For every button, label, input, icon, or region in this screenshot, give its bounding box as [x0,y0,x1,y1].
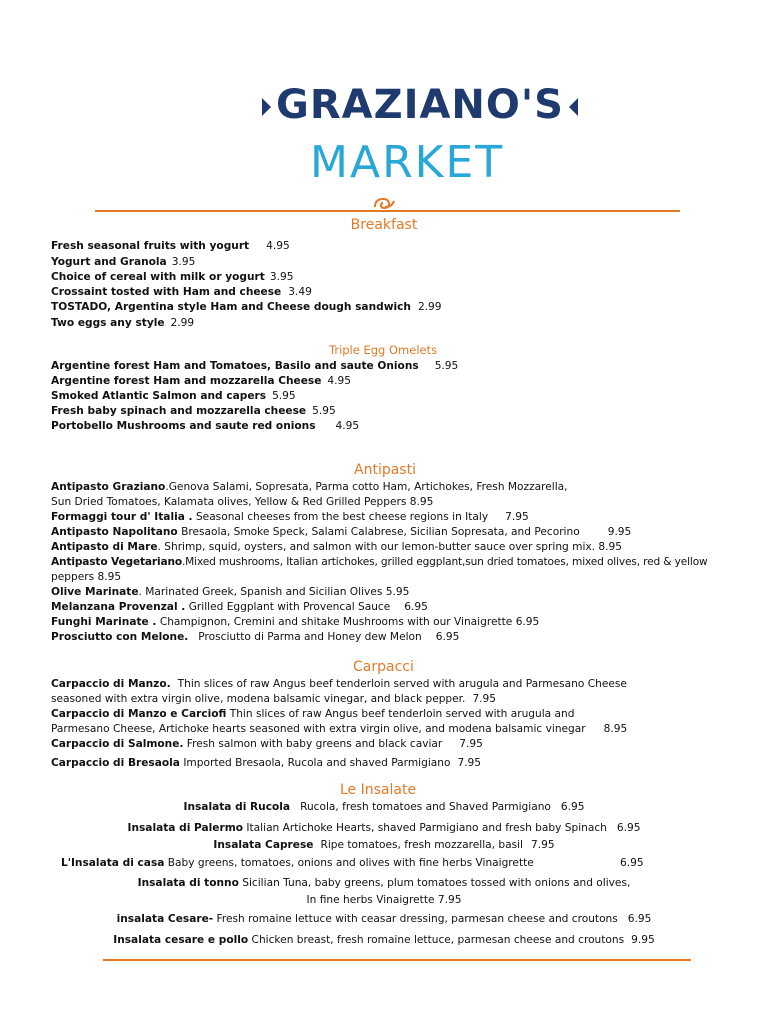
menu-item [0,876,768,891]
item-price: 9.95 [631,934,655,946]
item-name: Antipasto Vegetariano [51,556,182,568]
menu-item [51,270,293,285]
item-description: Fresh romaine lettuce with ceasar dressing, parmesan cheese and croutons [216,913,618,925]
menu-item [61,856,534,871]
menu-item [51,525,631,540]
item-description: Fresh salmon with baby greens and black caviar [186,738,443,750]
item-price: 4.95 [266,240,290,252]
menu-item-continued [51,495,433,510]
menu-item [51,756,481,771]
menu-item [51,585,409,600]
item-name: Antipasto Graziano [51,481,166,493]
menu-item [51,389,296,404]
item-description: Thin slices of raw Angus beef tenderloin served with arugula and Parmesano Cheese [177,678,627,690]
item-description: . Marinated Greek, Spanish and Sicilian Olives [138,586,383,598]
item-name: Crossaint tosted with Ham and cheese [51,286,282,298]
item-description: .Mixed mushrooms, Italian artichokes, grilled eggplant,sun dried tomatoes, mixed olives, red & yellow [181,556,708,568]
logo-right-ornament-icon [569,98,578,116]
item-price: 8.95 [603,723,628,735]
logo-line-1 [262,82,564,128]
menu-item [51,510,529,525]
menu-item [0,933,768,948]
top-divider [95,210,680,212]
item-name: Carpaccio di Manzo e Carciofi [51,708,227,720]
item-name: Insalata di Rucola [183,801,291,813]
item-name: Formaggi tour d' Italia . [51,511,193,523]
item-name: TOSTADO, Argentina style Ham and Cheese dough sandwich [51,301,411,313]
item-name: Antipasto Napolitano [51,526,178,538]
item-name: Choice of cereal with milk or yogurt [51,271,265,283]
item-description: Sun Dried Tomatoes, Kalamata olives, Yellow & Red Grilled Peppers [51,496,407,508]
item-description: In fine herbs Vinaigrette [306,894,435,906]
swirl-ornament-icon [372,195,396,211]
item-price: 4.95 [335,420,360,432]
menu-item-continued [51,692,496,707]
item-name: Smoked Atlantic Salmon and capers [51,390,267,402]
menu-item [51,600,428,615]
item-description: Thin slices of raw Angus beef tenderloin served with arugula and [229,708,575,720]
item-price: 7.95 [459,738,483,750]
item-description: Sicilian Tuna, baby greens, plum tomatoes tossed with onions and olives, [242,877,631,889]
item-price: 7.95 [530,839,555,851]
item-name: Insalata di tonno [137,877,239,889]
item-price: 7.95 [437,894,462,906]
menu-item [51,480,568,495]
section-title-antipasti: Antipasti [354,462,416,478]
item-price: 7.95 [457,757,482,769]
item-name: L'Insalata di casa [61,857,165,869]
item-price: 6.95 [616,822,641,834]
item-name: Carpaccio di Bresaola [51,757,180,769]
menu-item [51,737,483,752]
item-name: Yogurt and Granola [51,256,167,268]
item-price: 6.95 [435,631,460,643]
item-name: Antipasto di Mare [51,541,158,553]
item-name: Melanzana Provenzal . [51,601,186,613]
item-price: 5.95 [312,405,336,417]
menu-item [51,555,708,570]
item-name: Carpaccio di Salmone. [51,738,184,750]
item-name: Funghi Marinate . [51,616,157,628]
item-name: Insalata di Palermo [127,822,244,834]
menu-item [0,821,768,836]
section-title-carpacci: Carpacci [353,659,414,675]
item-description: Ripe tomatoes, fresh mozzarella, basil [320,839,523,851]
item-price: 8.95 [97,571,122,583]
item-name: Argentine forest Ham and mozzarella Cheese [51,375,322,387]
item-price: 2.99 [170,317,195,329]
bottom-divider [103,959,691,961]
item-description: Parmesano Cheese, Artichoke hearts seasoned with extra virgin olive, and modena balsamic vinegar [51,723,586,735]
item-description: Champignon, Cremini and shitake Mushrooms with our Vinaigrette [159,616,513,628]
logo-line-2: MARKET [310,137,505,188]
menu-item [51,419,359,434]
item-price: 3.95 [269,271,294,283]
item-price: 6.95 [620,857,644,869]
item-price: 8.95 [598,541,623,553]
logo-name: GRAZIANO'S [276,82,564,128]
subsection-title-omelets: Triple Egg Omelets [329,343,438,357]
menu-item [0,912,768,927]
menu-item [51,300,442,315]
item-description: seasoned with extra virgin olive, modena balsamic vinegar, and black pepper. [51,693,466,705]
menu-item [51,707,574,722]
menu-item [0,838,768,853]
item-name: Fresh baby spinach and mozzarella cheese [51,405,307,417]
section-title-breakfast: Breakfast [350,217,418,233]
item-name: Insalata Caprese [213,839,314,851]
item-price: 4.95 [327,375,351,387]
item-price: 3.95 [171,256,196,268]
item-price: 8.95 [409,496,434,508]
menu-item [51,630,459,645]
item-name: Carpaccio di Manzo. [51,678,171,690]
item-description: Chicken breast, fresh romaine lettuce, parmesan cheese and croutons [251,934,625,946]
item-description: Rucola, fresh tomatoes and Shaved Parmigiano [300,801,551,813]
item-name: Two eggs any style [51,317,165,329]
item-description: Imported Bresaola, Rucola and shaved Parmigiano [183,757,451,769]
item-price: 7.95 [472,693,497,705]
item-description: Seasonal cheeses from the best cheese regions in Italy [195,511,489,523]
item-price: 6.95 [560,801,585,813]
menu-item [51,540,622,555]
item-name: Portobello Mushrooms and saute red onions [51,420,316,432]
menu-item-continued [51,722,627,737]
item-description: Baby greens, tomatoes, onions and olives with fine herbs Vinaigrette [167,857,534,869]
item-price: 9.95 [607,526,632,538]
item-price: 3.49 [288,286,312,298]
menu-item-continued [0,893,768,908]
item-description: Bresaola, Smoke Speck, Salami Calabrese, Sicilian Sopresata, and Pecorino [181,526,580,538]
menu-item [51,374,351,389]
item-description: Grilled Eggplant with Provencal Sauce [188,601,391,613]
menu-item [0,800,768,815]
item-price: 2.99 [417,301,442,313]
item-price: 5.95 [385,586,410,598]
item-price: 5.95 [272,390,296,402]
item-name: Prosciutto con Melone. [51,631,189,643]
logo-left-ornament-icon [262,98,271,116]
menu-item [51,677,627,692]
item-description: peppers [51,571,95,583]
menu-item-continued [51,570,121,585]
menu-item [51,255,195,270]
menu-item [51,404,336,419]
item-description: . Shrimp, squid, oysters, and salmon with our lemon-butter sauce over spring mix. [157,541,596,553]
item-name: Insalata cesare e pollo [113,934,249,946]
menu-item [51,285,312,300]
menu-item [51,615,539,630]
item-name: Olive Marinate [51,586,139,598]
item-price: 6.95 [515,616,540,628]
item-description: Italian Artichoke Hearts, shaved Parmigiano and fresh baby Spinach [246,822,607,834]
item-description: Prosciutto di Parma and Honey dew Melon [198,631,422,643]
section-title-insalate: Le Insalate [340,782,417,798]
item-price: 6.95 [627,913,652,925]
item-name: Argentine forest Ham and Tomatoes, Basilo and saute Onions [51,360,419,372]
item-name: Fresh seasonal fruits with yogurt [51,240,250,252]
menu-item [51,239,290,254]
menu-item [51,316,194,331]
item-price: 7.95 [505,511,529,523]
item-description: .Genova Salami, Sopresata, Parma cotto Ham, Artichokes, Fresh Mozzarella, [165,481,568,493]
item-name: insalata Cesare- [116,913,214,925]
item-price: 5.95 [434,360,459,372]
item-price: 6.95 [404,601,428,613]
menu-item [51,359,458,374]
